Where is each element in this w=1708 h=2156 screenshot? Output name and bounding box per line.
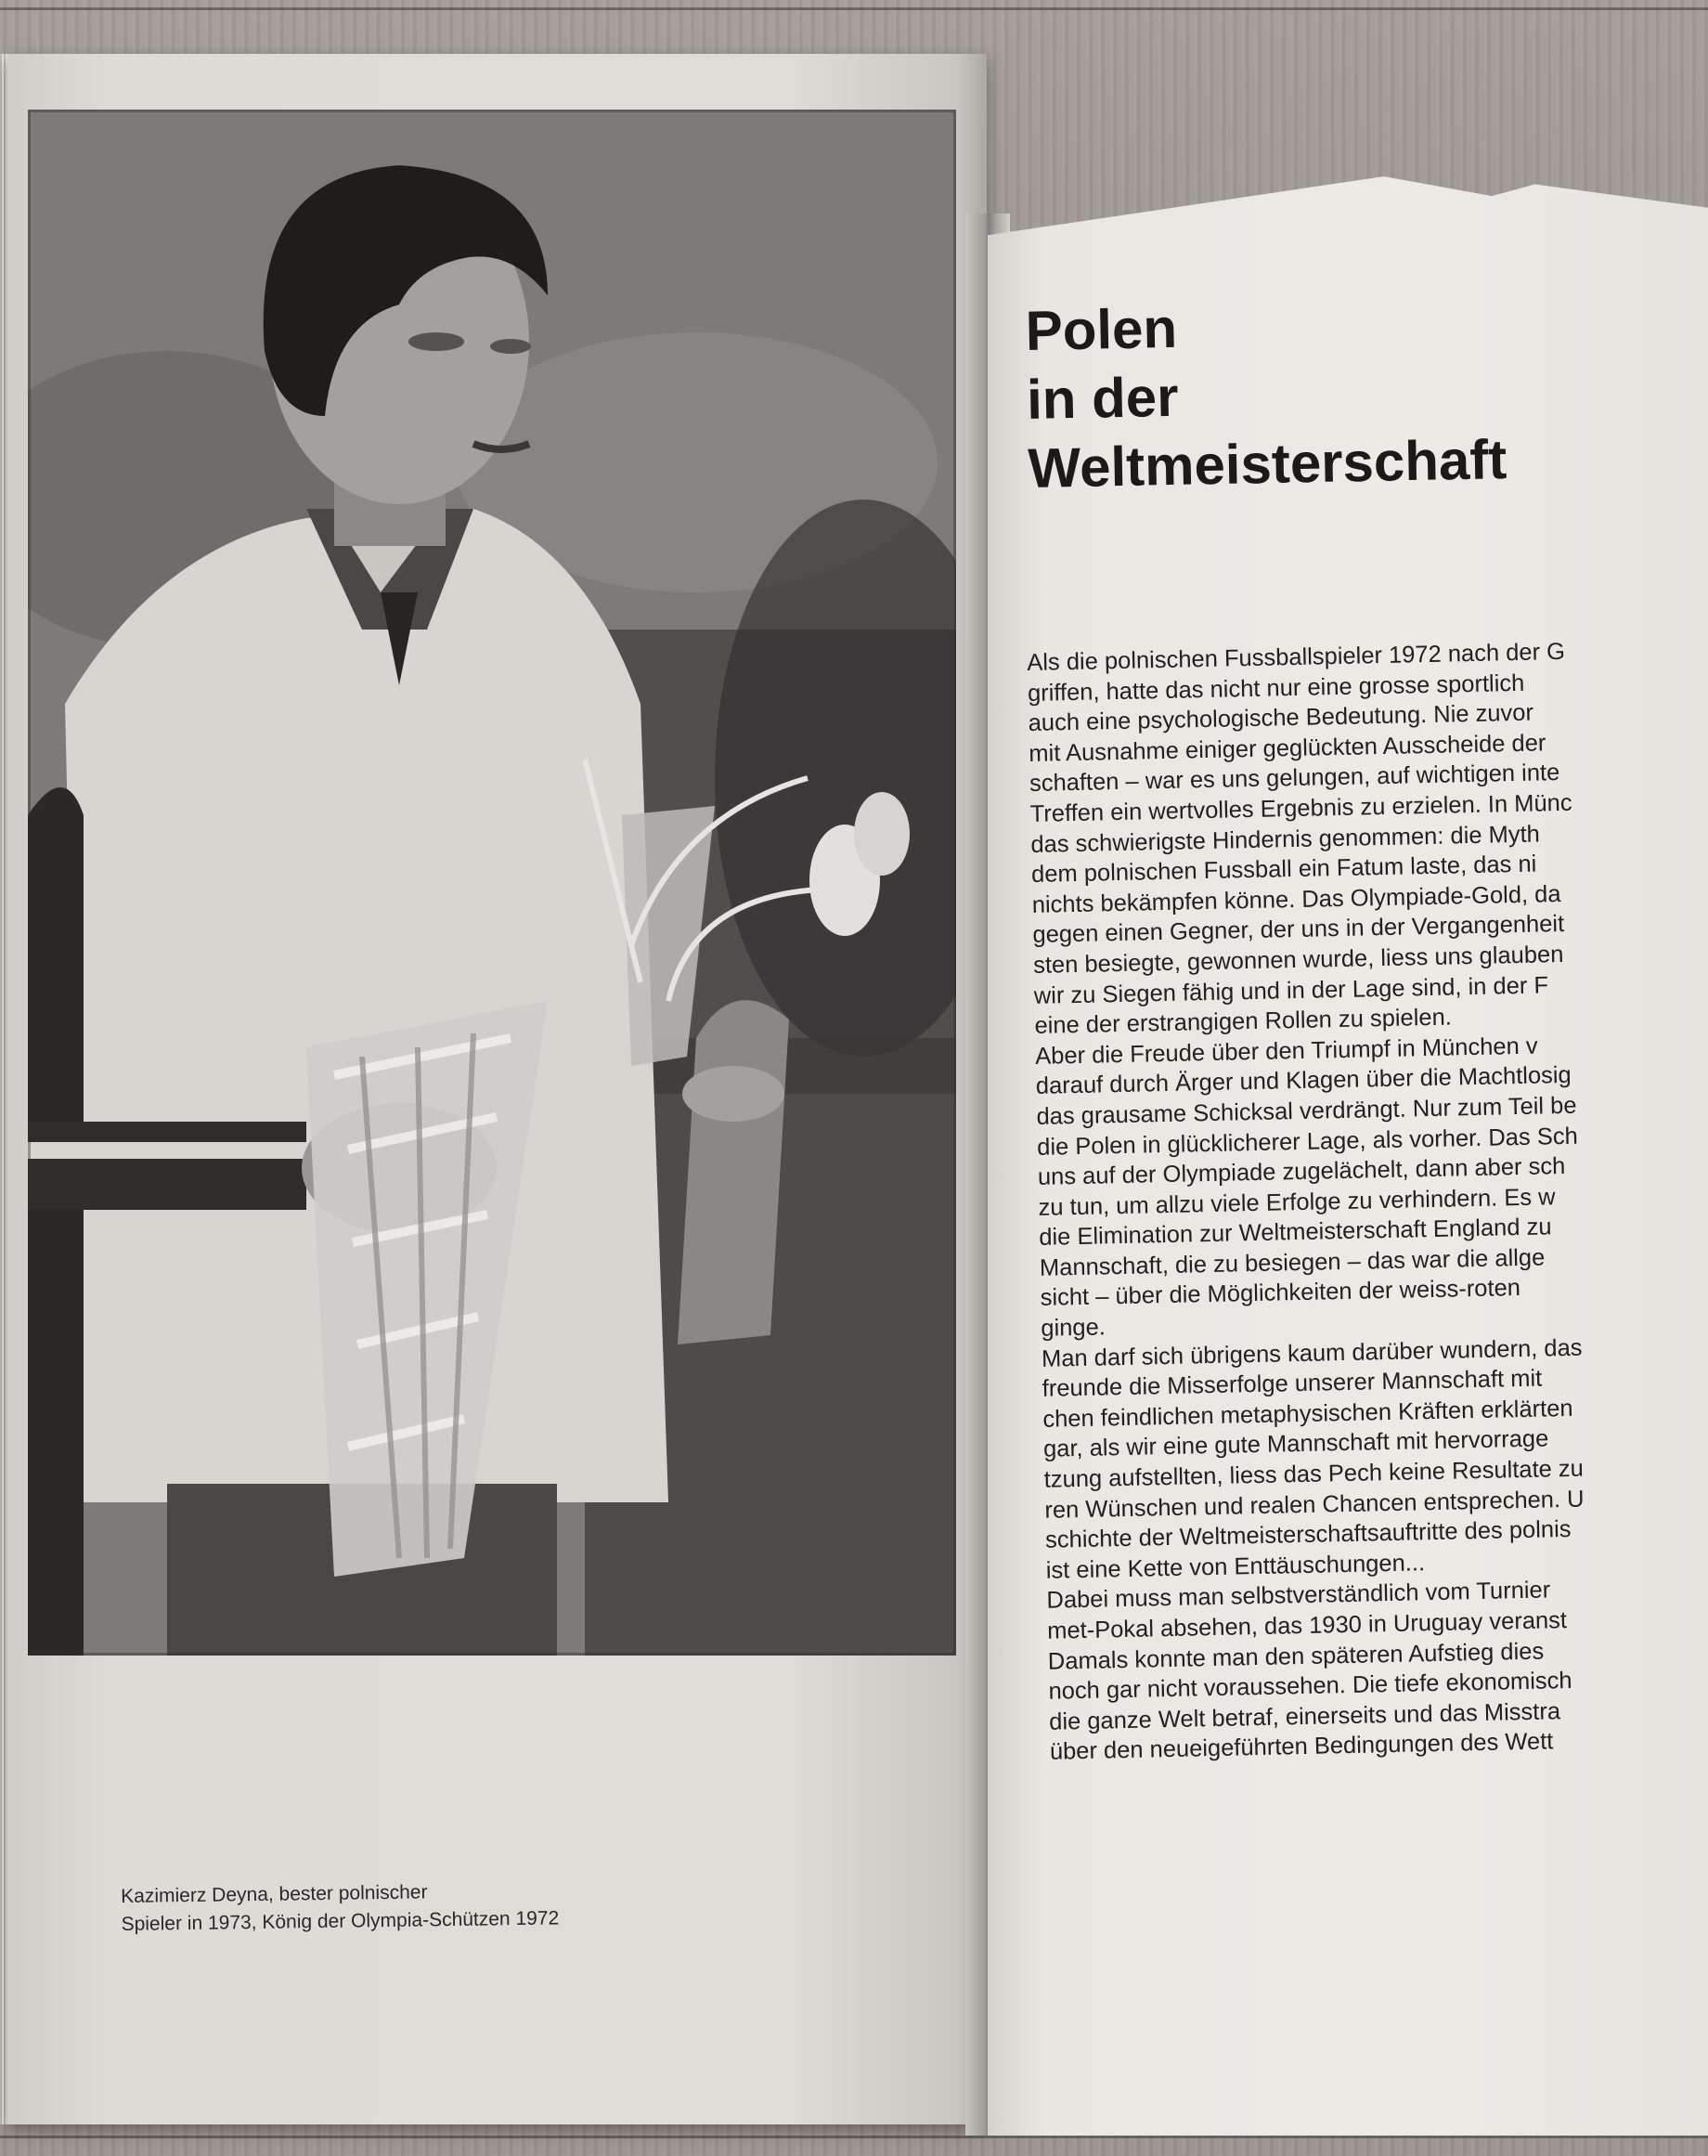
body-line: über den neueigeführten Bedingungen des Wett: [1049, 1728, 1554, 1766]
body-line: schaften – war es uns gelungen, auf wichtigen inte: [1029, 760, 1560, 798]
body-line: mit Ausnahme einiger geglückten Ausscheide der: [1029, 730, 1546, 767]
headline-line: Weltmeisterschaft: [1027, 428, 1507, 500]
headline-line: Polen: [1025, 296, 1178, 362]
body-line: die Elimination zur Weltmeisterschaft England zu: [1039, 1214, 1552, 1252]
body-line: darauf durch Ärger und Klagen über die Machtlosig: [1035, 1062, 1572, 1100]
headline-line: in der: [1026, 365, 1180, 431]
photo-illustration: [28, 110, 956, 1656]
body-line: das grausame Schicksal verdrängt. Nur zum Teil be: [1036, 1092, 1577, 1130]
body-line: die ganze Welt betraf, einerseits und das Misstra: [1048, 1697, 1561, 1735]
body-line: Mannschaft, die zu besiegen – das war die allge: [1039, 1244, 1546, 1281]
body-line: eine der erstrangigen Rollen zu spielen.: [1034, 1004, 1453, 1040]
body-line: ginge.: [1041, 1314, 1106, 1342]
chapter-headline: [1025, 284, 1697, 503]
wood-seam: [0, 2136, 1708, 2138]
body-line: schichte der Weltmeisterschaftsauftritte des polnis: [1044, 1516, 1572, 1554]
body-line: gar, als wir eine gute Mannschaft mit hervorrage: [1042, 1425, 1549, 1463]
body-line: die Polen in glücklicherer Lage, als vorher. Das Sch: [1036, 1123, 1579, 1161]
body-line: das schwierigste Hindernis genommen: die Myth: [1030, 821, 1541, 858]
body-line: nichts bekämpfen könne. Das Olympiade-Gold, da: [1031, 880, 1561, 918]
body-line: ren Wünschen und realen Chancen entsprechen. U: [1044, 1486, 1585, 1524]
body-line: Man darf sich übrigens kaum darüber wundern, das: [1041, 1334, 1583, 1372]
body-line: gegen einen Gegner, der uns in der Vergangenheit: [1032, 911, 1565, 949]
body-line: chen feindlichen metaphysischen Kräften erklärten: [1042, 1395, 1573, 1433]
caption-line: Kazimierz Deyna, bester polnischer: [121, 1881, 428, 1907]
body-line: freunde die Misserfolge unserer Mannschaft mit: [1042, 1365, 1543, 1403]
body-line: uns auf der Olympiade zugelächelt, dann aber sch: [1037, 1153, 1566, 1190]
portrait-photo: [28, 110, 956, 1656]
caption-line: Spieler in 1973, König der Olympia-Schützen 1972: [121, 1907, 560, 1935]
body-line: Treffen ein wertvolles Ergebnis zu erzielen. In Münc: [1029, 789, 1572, 827]
photo-caption: [121, 1874, 771, 1939]
body-line: ist eine Kette von Enttäuschungen...: [1045, 1550, 1426, 1584]
wood-seam: [0, 7, 1708, 10]
body-line: dem polnischen Fussball ein Fatum laste, das ni: [1030, 851, 1537, 889]
body-line: griffen, hatte das nicht nur eine grosse sportlich: [1027, 669, 1525, 707]
body-line: wir zu Siegen fähig und in der Lage sind, in der F: [1033, 971, 1549, 1009]
left-page: [7, 54, 987, 2124]
article-body: [1027, 634, 1708, 1768]
body-line: Aber die Freude über den Triumpf in München v: [1034, 1033, 1538, 1070]
body-line: auch eine psychologische Bedeutung. Nie zuvor: [1028, 699, 1534, 737]
body-line: Damals konnte man den späteren Aufstieg dies: [1047, 1638, 1545, 1675]
body-line: tzung aufstellten, liess das Pech keine Resultate zu: [1043, 1455, 1585, 1493]
body-line: Als die polnischen Fussballspieler 1972 nach der G: [1027, 638, 1566, 676]
body-line: sten besiegte, gewonnen wurde, liess uns glauben: [1032, 941, 1564, 979]
body-line: Dabei muss man selbstverständlich vom Turnier: [1046, 1577, 1551, 1615]
body-line: zu tun, um allzu viele Erfolge zu verhindern. Es w: [1038, 1183, 1556, 1221]
body-line: met-Pokal absehen, das 1930 in Uruguay veranst: [1046, 1607, 1568, 1644]
body-line: noch gar nicht voraussehen. Die tiefe ekonomisch: [1048, 1668, 1572, 1705]
body-line: sicht – über die Möglichkeiten der weiss-roten: [1040, 1275, 1521, 1312]
